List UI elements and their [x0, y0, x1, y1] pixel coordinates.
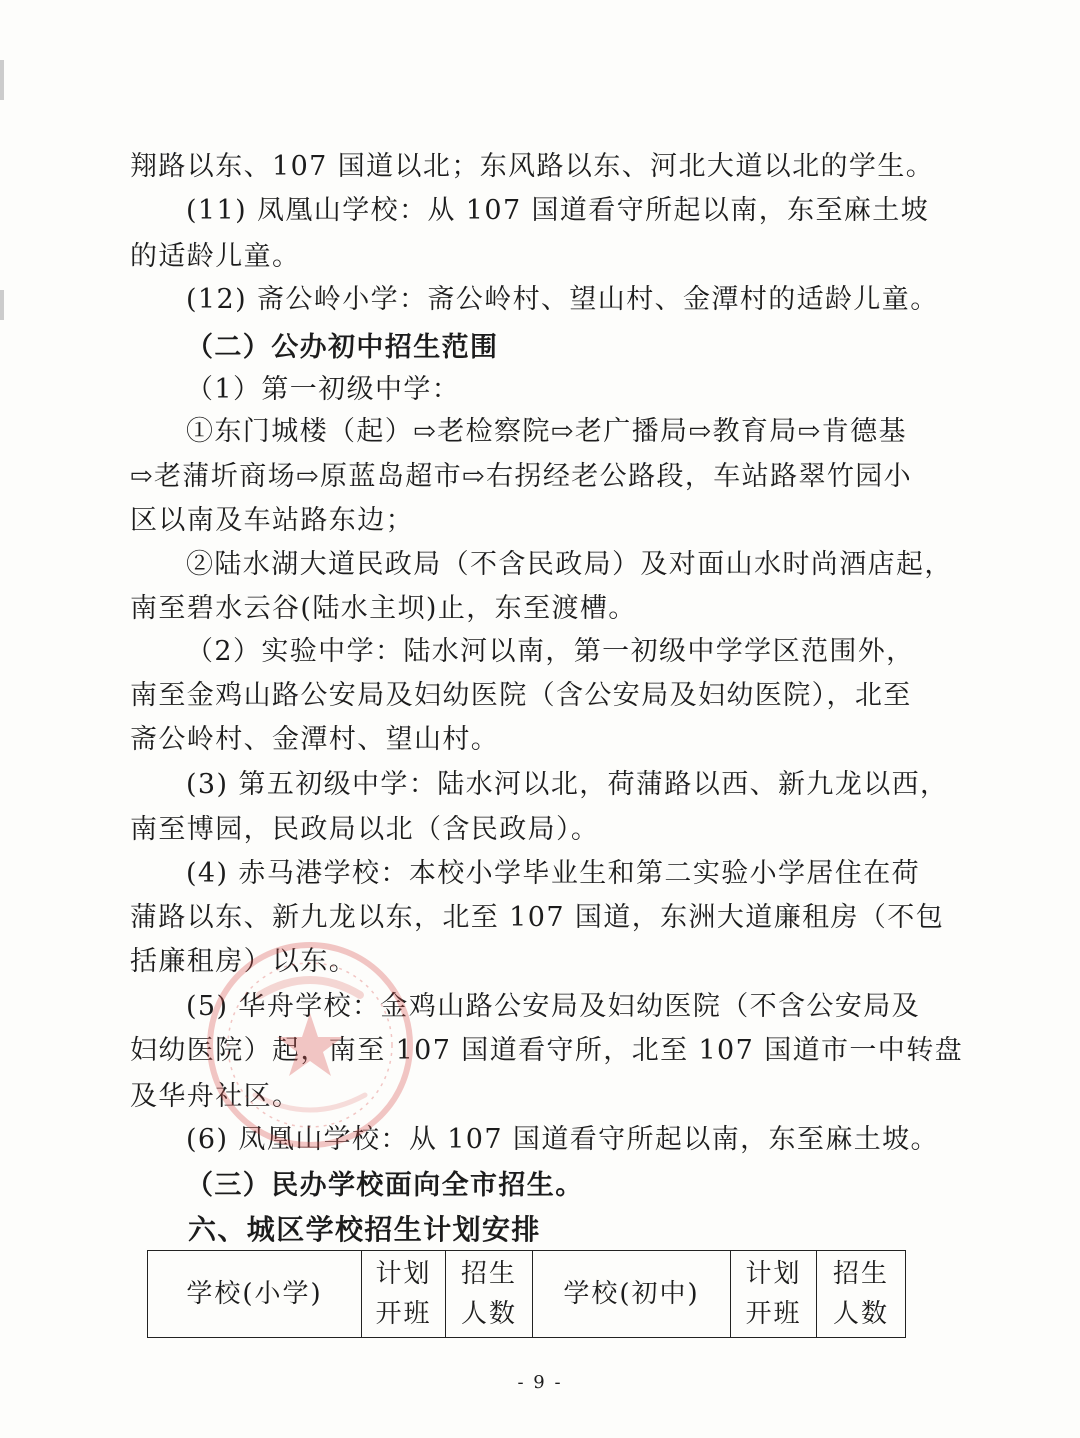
body-line: (12) 斋公岭小学：斋公岭村、望山村、金潭村的适龄儿童。: [186, 284, 939, 315]
header-text: 招生: [832, 1259, 889, 1289]
body-line: 南至博园，民政局以北（含民政局）。: [130, 814, 600, 845]
header-enroll-count: [817, 1251, 906, 1338]
header-text: 人数: [832, 1299, 889, 1329]
header-plan-classes: [362, 1251, 446, 1338]
page-number: - 9 -: [517, 1372, 563, 1393]
subsection-heading: （三）民办学校面向全市招生。: [186, 1170, 584, 1201]
body-line: (4) 赤马港学校：本校小学毕业生和第二实验小学居住在荷: [186, 858, 921, 889]
header-plan-classes: [731, 1251, 817, 1338]
body-line: ②陆水湖大道民政局（不含民政局）及对面山水时尚酒店起，: [186, 549, 953, 580]
body-line: ⇨老蒲圻商场⇨原蓝岛超市⇨右拐经老公路段，车站路翠竹园小: [130, 461, 913, 492]
header-text: 开班: [745, 1299, 802, 1329]
header-school-middle: 学校(初中): [533, 1251, 731, 1338]
subsection-heading: （二）公办初中招生范围: [186, 332, 499, 363]
body-line: ①东门城楼（起）⇨老检察院⇨老广播局⇨教育局⇨肯德基: [186, 416, 907, 447]
header-text: 计划: [745, 1259, 802, 1289]
body-line: （1）第一初级中学：: [186, 374, 461, 405]
body-line: 南至金鸡山路公安局及妇幼医院（含公安局及妇幼医院），北至: [130, 680, 912, 711]
body-line: 南至碧水云谷(陆水主坝)止，东至渡槽。: [130, 593, 637, 624]
section-heading: 六、城区学校招生计划安排: [188, 1213, 541, 1246]
scan-edge-mark: [0, 290, 4, 320]
body-line: (11) 凤凰山学校：从 107 国道看守所起以南，东至麻土坡: [186, 195, 930, 226]
header-text: 招生: [460, 1259, 517, 1289]
body-line: （2）实验中学：陆水河以南，第一初级中学学区范围外，: [186, 636, 915, 667]
body-line: (5) 华舟学校：金鸡山路公安局及妇幼医院（不含公安局及: [186, 991, 921, 1022]
header-school-primary: 学校(小学): [148, 1251, 362, 1338]
header-text: 计划: [375, 1259, 432, 1289]
body-line: (3) 第五初级中学：陆水河以北，荷蒲路以西、新九龙以西，: [186, 769, 949, 800]
enrollment-plan-table: [147, 1250, 906, 1338]
body-line: (6) 凤凰山学校：从 107 国道看守所起以南，东至麻土坡。: [186, 1124, 939, 1155]
body-line: 及华舟社区。: [130, 1081, 301, 1112]
table-header-row: [148, 1251, 906, 1338]
body-line: 区以南及车站路东边；: [130, 505, 414, 536]
body-line: 妇幼医院）起，南至 107 国道看守所，北至 107 国道市一中转盘: [130, 1035, 963, 1066]
body-line: 翔路以东、107 国道以北；东风路以东、河北大道以北的学生。: [130, 151, 935, 182]
body-line: 的适龄儿童。: [130, 241, 301, 272]
header-enroll-count: [446, 1251, 533, 1338]
header-text: 人数: [460, 1299, 517, 1329]
body-line: 斋公岭村、金潭村、望山村。: [130, 724, 500, 755]
body-line: 蒲路以东、新九龙以东，北至 107 国道，东洲大道廉租房（不包: [130, 902, 945, 933]
scan-edge-mark: [0, 60, 4, 100]
header-text: 开班: [375, 1299, 432, 1329]
body-line: 括廉租房）以东。: [130, 946, 358, 977]
